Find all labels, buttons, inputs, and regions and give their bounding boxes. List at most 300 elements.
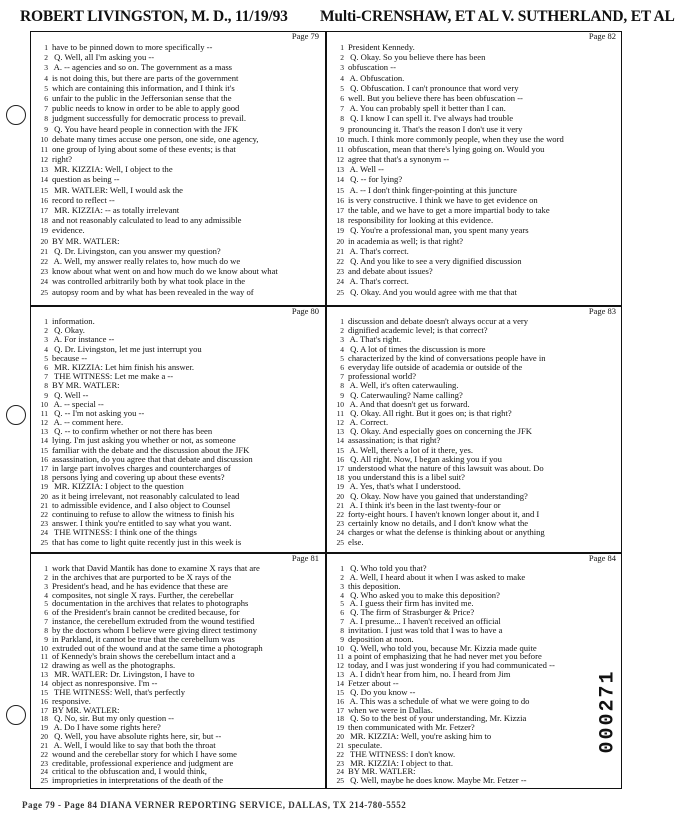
line-number: 23: [336, 758, 344, 768]
line-text: question as being --: [52, 174, 120, 185]
line-number: 22: [40, 509, 48, 519]
line-text: Q. Well, you have absolute rights here, sir, but --: [52, 731, 222, 742]
line-number: 9: [44, 124, 48, 134]
line-text: Q. Okay. Now have you gained that understanding?: [348, 490, 528, 501]
line-text: Q. Dr. Livingston, let me just interrupt you: [52, 343, 202, 354]
line-number: 16: [336, 454, 344, 464]
transcript-lines: [34, 42, 323, 297]
line-number: 11: [40, 652, 48, 662]
line-text: MR. WATLER: Dr. Livingston, I have to: [52, 669, 195, 680]
line-text: assassination, do you agree that that debate and discussion: [52, 453, 253, 464]
line-number: 10: [336, 643, 344, 653]
line-number: 7: [44, 617, 48, 627]
line-text: THE WITNESS: I think one of the things: [52, 527, 197, 538]
line-number: 17: [336, 705, 344, 715]
line-number: 3: [44, 63, 48, 73]
line-number: 6: [340, 608, 344, 618]
line-number: 18: [336, 216, 344, 226]
line-number: 12: [336, 418, 344, 428]
line-text: by the doctors whom I believe were giving direct testimony: [52, 624, 258, 635]
line-text: Q. Who asked you to make this deposition?: [348, 589, 500, 600]
line-text: drawing as well as the photographs.: [52, 660, 176, 671]
line-text: Q. Obfuscation. I can't pronounce that word very: [348, 82, 519, 93]
line-text: A. Well, there's a lot of it there, yes.: [348, 444, 474, 455]
line-number: 19: [336, 723, 344, 733]
line-text: characterized by the kind of conversations people have in: [348, 352, 546, 363]
line-number: 25: [40, 537, 48, 547]
line-number: 20: [40, 732, 48, 742]
line-text: as it being irrelevant, not reasonably calculated to lead: [52, 490, 240, 501]
line-number: 15: [336, 185, 344, 195]
line-number: 17: [336, 464, 344, 473]
line-text: everyday life outside of academia or outside of the: [348, 361, 523, 372]
line-text: because --: [52, 352, 88, 363]
line-number: 21: [40, 500, 48, 510]
line-text: BY MR. WATLER:: [52, 380, 120, 391]
line-text: obfuscation --: [348, 62, 396, 73]
line-number: 15: [40, 687, 48, 697]
transcript-line: [330, 154, 620, 164]
line-text: BY MR. WATLER:: [348, 766, 416, 777]
transcript-line: [330, 276, 620, 286]
line-text: extruded out of the wound and at the same time a photograph: [52, 642, 263, 653]
line-number: 1: [340, 564, 344, 573]
line-text: Q. Well --: [52, 389, 89, 400]
line-text: creditable, professional experience and judgment are: [52, 757, 234, 768]
line-text: then communicated with Mr. Fetzer?: [348, 722, 475, 733]
line-number: 4: [340, 73, 344, 83]
line-text: BY MR. WATLER:: [52, 704, 120, 715]
line-number: 8: [44, 114, 48, 124]
line-number: 7: [340, 104, 344, 114]
line-number: 14: [336, 678, 344, 688]
line-text: deposition at noon.: [348, 633, 414, 644]
line-text: discussion and debate doesn't always occur at a very: [348, 316, 529, 326]
line-text: improprieties in interpretations of the death of the: [52, 775, 224, 786]
transcript-line: [330, 144, 620, 154]
line-text: continuing to refuse to allow the witness to finish his: [52, 508, 235, 519]
transcript-line: [330, 195, 620, 205]
transcript-line: [330, 287, 620, 297]
line-text: A. Well, it's often caterwauling.: [348, 380, 459, 391]
transcript-page-panel: [330, 32, 620, 304]
punch-hole: [6, 105, 26, 125]
line-text: THE WITNESS: Let me make a --: [52, 371, 174, 382]
line-number: 23: [40, 267, 48, 277]
line-number: 8: [340, 381, 344, 391]
line-number: 1: [340, 43, 344, 52]
line-text: A. And that doesn't get us forward.: [348, 398, 470, 409]
line-number: 8: [340, 114, 344, 124]
line-text: instance, the cerebellum extruded from the wound testified: [52, 616, 255, 627]
line-number: 10: [336, 399, 344, 409]
line-text: certainly know no details, and I don't know what the: [348, 518, 529, 529]
transcript-line: [330, 93, 620, 103]
line-number: 18: [40, 216, 48, 226]
line-number: 6: [340, 93, 344, 103]
line-text: that has come to light quite recently just in this week is: [52, 536, 242, 547]
transcript-line: [330, 528, 620, 537]
line-text: BY MR. WATLER:: [52, 235, 120, 246]
transcript-page-panel: [34, 32, 323, 304]
line-text: Q. And you like to see a very dignified discussion: [348, 255, 522, 266]
line-number: 7: [340, 617, 344, 627]
line-number: 20: [336, 491, 344, 501]
line-number: 5: [340, 599, 344, 609]
line-number: 24: [336, 767, 344, 777]
line-number: 12: [40, 418, 48, 428]
line-number: 3: [44, 581, 48, 591]
line-text: unfair to the public in the Jeffersonian sense that the: [52, 92, 232, 103]
line-number: 11: [336, 144, 344, 154]
transcript-line: [330, 134, 620, 144]
line-text: is very constructive. I think we have to get evidence on: [348, 194, 538, 205]
line-text: A. Well, my answer really relates to, how much do we: [52, 255, 241, 266]
line-number: 24: [336, 528, 344, 538]
line-text: debate many times accuse one person, one side, one agency,: [52, 133, 259, 144]
header-witness-date: ROBERT LIVINGSTON, M. D., 11/19/93: [20, 8, 288, 25]
transcript-page-panel: [34, 307, 323, 551]
line-text: Q. All right. Now, I began asking you if you: [348, 453, 502, 464]
line-number: 3: [44, 335, 48, 345]
line-text: much. I think more commonly people, when they use the word: [348, 133, 564, 144]
line-text: MR. KIZZIA: I object to that.: [348, 757, 454, 768]
line-number: 4: [340, 344, 344, 354]
line-number: 6: [44, 608, 48, 618]
line-number: 5: [340, 83, 344, 93]
line-number: 18: [336, 473, 344, 483]
line-number: 16: [40, 454, 48, 464]
line-number: 19: [336, 226, 344, 236]
transcript-line: [34, 205, 323, 215]
line-number: 10: [40, 399, 48, 409]
line-number: 23: [40, 519, 48, 529]
punch-hole: [6, 405, 26, 425]
line-number: 3: [340, 63, 344, 73]
line-number: 4: [44, 344, 48, 354]
line-text: Q. Okay. And you would agree with me that that: [348, 286, 517, 297]
page-number-label: Page 81: [291, 553, 319, 563]
line-number: 10: [40, 134, 48, 144]
line-number: 20: [40, 236, 48, 246]
transcript-line: [34, 42, 323, 52]
transcript-line: [330, 174, 620, 184]
line-number: 9: [340, 124, 344, 134]
line-number: 13: [336, 165, 344, 175]
line-text: today, and I was just wondering if you had communicated --: [348, 660, 555, 671]
line-number: 13: [40, 427, 48, 437]
line-number: 11: [40, 144, 48, 154]
line-number: 22: [40, 749, 48, 759]
line-text: Q. -- I'm not asking you --: [52, 407, 145, 418]
line-text: A. I guess their firm has invited me.: [348, 598, 474, 609]
line-number: 21: [336, 246, 344, 256]
line-text: Q. Dr. Livingston, can you answer my question?: [52, 245, 221, 256]
line-number: 25: [40, 776, 48, 786]
line-text: else.: [348, 536, 364, 547]
line-text: Q. Okay.: [52, 325, 85, 336]
line-text: Q. Okay. So you believe there has been: [348, 52, 486, 63]
column-divider: [325, 31, 327, 789]
line-text: President's head, and he has evidence that these are: [52, 580, 228, 591]
line-text: was controlled arbitrarily both by what took place in the: [52, 276, 246, 287]
line-text: in academia as well; is that right?: [348, 235, 464, 246]
line-text: autopsy room and by what has been revealed in the way of: [52, 286, 254, 297]
page-number-label: Page 79: [291, 31, 319, 41]
line-number: 12: [40, 661, 48, 671]
line-number: 6: [340, 362, 344, 372]
line-number: 19: [40, 226, 48, 236]
line-text: evidence.: [52, 225, 85, 236]
line-number: 18: [40, 714, 48, 724]
line-text: this deposition.: [348, 580, 401, 591]
line-number: 4: [44, 590, 48, 600]
punch-hole: [6, 705, 26, 725]
line-text: in large part involves charges and countercharges of: [52, 463, 231, 473]
transcript-page-panel: [34, 554, 323, 788]
line-number: 24: [40, 528, 48, 538]
line-number: 7: [44, 104, 48, 114]
line-number: 17: [40, 206, 48, 215]
line-text: THE WITNESS: Well, that's perfectly: [52, 686, 186, 697]
line-text: Q. Okay. All right. But it goes on; is that right?: [348, 407, 512, 418]
transcript-line: [34, 215, 323, 225]
line-text: THE WITNESS: I don't know.: [348, 748, 456, 759]
line-text: Q. Okay. And especially goes on concerning the JFK: [348, 426, 532, 437]
line-text: MR. WATLER: Well, I would ask the: [52, 184, 183, 195]
line-number: 5: [44, 353, 48, 363]
transcript-line: [330, 236, 620, 246]
line-text: a point of emphasizing that he had never met you before: [348, 651, 542, 662]
line-number: 2: [340, 326, 344, 336]
line-number: 3: [340, 581, 344, 591]
line-text: record to reflect --: [52, 194, 115, 205]
line-number: 20: [336, 732, 344, 742]
line-number: 1: [44, 43, 48, 52]
line-text: Q. Well, all I'm asking you --: [52, 52, 155, 63]
line-text: A. -- agencies and so on. The government as a mass: [52, 62, 233, 73]
line-number: 11: [336, 652, 344, 662]
line-number: 6: [44, 93, 48, 103]
line-text: Q. Do you know --: [348, 686, 416, 697]
line-text: Q. Well, who told you, because Mr. Kizzia made quite: [348, 642, 537, 653]
line-number: 2: [44, 53, 48, 63]
transcript-line: [330, 62, 620, 72]
line-text: right?: [52, 154, 73, 165]
transcript-line: [34, 144, 323, 154]
transcript-line: [330, 256, 620, 266]
page-number-label: Page 83: [588, 306, 616, 316]
line-number: 21: [40, 740, 48, 750]
line-number: 24: [336, 277, 344, 287]
line-text: MR. KIZZIA: Let him finish his answer.: [52, 361, 195, 372]
line-text: pronouncing it. That's the reason I don't use it very: [348, 123, 523, 134]
line-number: 8: [340, 625, 344, 635]
line-text: familiar with the debate and the discussion about the JFK: [52, 444, 250, 455]
line-text: A. Well, I would like to say that both the throat: [52, 739, 216, 750]
transcript-line: [330, 52, 620, 62]
line-text: and debate about issues?: [348, 266, 433, 277]
line-number: 7: [44, 372, 48, 382]
line-text: A. Well --: [348, 164, 384, 175]
bates-number: 000271: [596, 669, 620, 754]
line-number: 25: [336, 776, 344, 786]
transcript-line: [330, 776, 620, 785]
line-text: A. -- special --: [52, 398, 104, 409]
line-number: 14: [40, 175, 48, 185]
line-text: A. Correct.: [348, 417, 389, 428]
line-text: judgment successfully for democratic process to prevail.: [52, 113, 247, 124]
line-number: 1: [340, 317, 344, 326]
transcript-line: [34, 195, 323, 205]
line-text: forty-eight hours. I haven't known longer about it, and I: [348, 508, 540, 519]
line-number: 22: [336, 256, 344, 266]
transcript-line: [330, 164, 620, 174]
line-text: professional world?: [348, 371, 417, 382]
line-number: 17: [336, 206, 344, 215]
line-text: composites, not single X rays. Further, the cerebellar: [52, 589, 234, 600]
line-number: 25: [40, 287, 48, 297]
transcript-line: [34, 246, 323, 256]
line-number: 23: [40, 758, 48, 768]
line-text: in the archives that are purported to be X rays of the: [52, 571, 232, 582]
line-number: 17: [40, 464, 48, 473]
transcript-line: [330, 185, 620, 195]
line-number: 25: [336, 537, 344, 547]
line-text: A. -- comment here.: [52, 417, 124, 428]
line-number: 6: [44, 362, 48, 372]
transcript-line: [330, 124, 620, 134]
line-number: 9: [44, 390, 48, 400]
transcript-lines: [330, 42, 620, 297]
line-number: 12: [40, 155, 48, 165]
line-number: 13: [336, 670, 344, 680]
line-text: know about what went on and how much do we know about what: [52, 266, 278, 277]
line-number: 21: [336, 500, 344, 510]
line-text: answer. I think you're entitled to say what you want.: [52, 518, 232, 529]
line-number: 21: [40, 246, 48, 256]
line-number: 18: [40, 473, 48, 483]
line-number: 8: [44, 625, 48, 635]
line-text: Q. Caterwauling? Name calling?: [348, 389, 463, 400]
transcript-line: [34, 236, 323, 246]
transcript-line: [34, 103, 323, 113]
line-number: 13: [336, 427, 344, 437]
line-text: Q. A lot of times the discussion is more: [348, 343, 486, 354]
transcript-line: [34, 538, 323, 547]
line-number: 9: [44, 634, 48, 644]
line-text: A. That's correct.: [348, 276, 409, 287]
transcript-page-panel: [330, 307, 620, 551]
line-text: Q. Who told you that?: [348, 563, 427, 573]
line-text: A. I presume... I haven't received an official: [348, 616, 501, 627]
transcript-lines: [330, 317, 620, 547]
line-text: is not doing this, but there are parts of the government: [52, 72, 239, 83]
line-number: 24: [40, 277, 48, 287]
line-number: 10: [336, 134, 344, 144]
transcript-line: [330, 205, 620, 215]
line-text: A. I didn't hear from him, no. I heard from Jim: [348, 669, 511, 680]
line-text: object as nonresponsive. I'm --: [52, 677, 158, 688]
line-number: 14: [40, 678, 48, 688]
line-text: Q. No, sir. But my only question --: [52, 713, 174, 724]
line-number: 5: [44, 599, 48, 609]
page-footer: Page 79 - Page 84 DIANA VERNER REPORTING SERVICE, DALLAS, TX 214-780-5552: [22, 800, 407, 810]
line-number: 16: [40, 195, 48, 205]
line-number: 5: [44, 83, 48, 93]
line-number: 16: [40, 696, 48, 706]
line-number: 11: [336, 408, 344, 418]
line-number: 22: [336, 509, 344, 519]
line-number: 1: [44, 317, 48, 326]
transcript-lines: [330, 564, 620, 785]
line-text: understood what the nature of this lawsuit was about. Do: [348, 463, 544, 473]
line-number: 5: [340, 353, 344, 363]
transcript-line: [34, 174, 323, 184]
line-number: 20: [336, 236, 344, 246]
line-text: Q. So to the best of your understanding, Mr. Kizzia: [348, 713, 527, 724]
line-text: well. But you believe there has been obfuscation --: [348, 92, 523, 103]
transcript-line: [34, 185, 323, 195]
line-number: 13: [40, 165, 48, 175]
line-text: the table, and we have to get a more impartial body to take: [348, 205, 550, 215]
line-text: Q. The firm of Strasburger & Price?: [348, 607, 475, 618]
line-text: Q. -- to confirm whether or not there has been: [52, 426, 213, 437]
line-text: A. Obfuscation.: [348, 72, 405, 83]
line-text: Q. Well, maybe he does know. Maybe Mr. Fetzer --: [348, 775, 527, 786]
transcript-line: [34, 225, 323, 235]
line-text: speculate.: [348, 739, 383, 750]
bates-stamp: [596, 660, 636, 770]
line-number: 2: [44, 572, 48, 582]
line-number: 21: [336, 740, 344, 750]
line-text: Q. -- for lying?: [348, 174, 403, 185]
line-text: of the President's brain cannot be credited because, for: [52, 607, 240, 618]
line-text: critical to the obfuscation and, I would think,: [52, 766, 207, 777]
line-text: A. That's right.: [348, 334, 402, 345]
line-number: 3: [340, 335, 344, 345]
line-text: MR. KIZZIA: Well, I object to the: [52, 164, 173, 175]
line-number: 10: [40, 643, 48, 653]
line-text: Q. You're a professional man, you spent many years: [348, 225, 529, 236]
line-text: persons lying and covering up about these events?: [52, 472, 225, 483]
line-text: in Parkland, it cannot be true that the cerebellum was: [52, 633, 235, 644]
transcript-line: [330, 246, 620, 256]
line-number: 22: [40, 256, 48, 266]
line-number: 23: [336, 519, 344, 529]
line-text: A. You can probably spell it better than I can.: [348, 103, 506, 114]
line-number: 2: [340, 53, 344, 63]
transcript-line: [34, 52, 323, 62]
line-text: A. For instance --: [52, 334, 115, 345]
line-text: agree that that's a synonym --: [348, 154, 450, 165]
line-number: 24: [40, 767, 48, 777]
line-text: A. Well, I heard about it when I was asked to make: [348, 571, 526, 582]
transcript-line: [34, 256, 323, 266]
line-number: 11: [40, 408, 48, 418]
line-number: 15: [336, 687, 344, 697]
transcript-line: [330, 113, 620, 123]
line-number: 2: [44, 326, 48, 336]
line-text: obfuscation, mean that there's lying going on. Would you: [348, 143, 545, 154]
transcript-line: [34, 113, 323, 123]
line-number: 16: [336, 195, 344, 205]
line-number: 12: [336, 155, 344, 165]
line-number: 15: [336, 445, 344, 455]
line-number: 8: [44, 381, 48, 391]
line-number: 9: [340, 390, 344, 400]
line-text: MR. KIZZIA: Well, you're asking him to: [348, 731, 492, 742]
